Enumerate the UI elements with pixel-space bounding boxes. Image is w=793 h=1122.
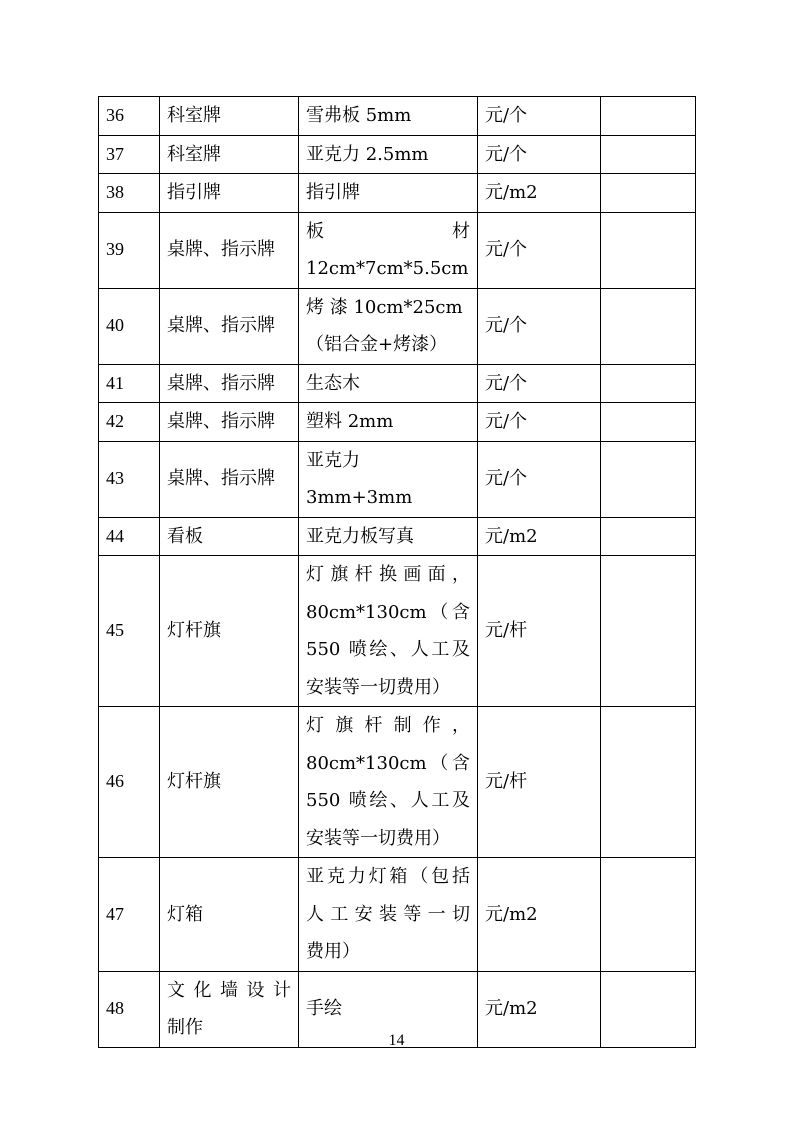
item-spec-line: 灯旗杆换画面， [306,564,470,585]
item-name: 桌牌、指示牌 [160,441,299,517]
item-unit: 元/个 [478,97,601,136]
item-spec-line: 烤 漆 10cm*25cm [306,296,463,318]
table-row [99,403,696,442]
item-price [601,556,696,707]
row-number: 42 [99,403,160,442]
item-spec-line: 板 材 [306,220,470,242]
item-unit: 元/个 [478,212,601,288]
item-spec: 雪弗板 5mm [299,97,478,136]
item-unit: 元/杆 [478,707,601,858]
item-spec-line: 安装等一切费用） [306,676,450,698]
item-spec-line: 80cm*130cm（含 [306,601,470,623]
table-row [99,858,696,972]
item-price [601,858,696,972]
item-name: 灯杆旗 [160,707,299,858]
row-number: 40 [99,288,160,364]
table-row [99,364,696,403]
item-price [601,288,696,364]
row-number: 43 [99,441,160,517]
item-spec: 指引牌 [299,174,478,213]
item-spec: 塑料 2mm [299,403,478,442]
item-unit: 元/m2 [478,971,601,1047]
row-number: 41 [99,364,160,403]
item-spec [299,212,478,288]
item-price [601,135,696,174]
item-spec [299,288,478,364]
item-name: 指引牌 [160,174,299,213]
item-price [601,441,696,517]
item-price [601,212,696,288]
table-row [99,556,696,707]
item-unit: 元/个 [478,403,601,442]
item-name: 桌牌、指示牌 [160,403,299,442]
row-number: 39 [99,212,160,288]
table-row [99,707,696,858]
row-number: 38 [99,174,160,213]
item-name: 桌牌、指示牌 [160,288,299,364]
item-spec-line: 人工安装等一切 [306,903,470,925]
item-spec-line: 80cm*130cm（含 [306,752,470,774]
item-unit: 元/个 [478,441,601,517]
item-price [601,174,696,213]
item-name: 看板 [160,517,299,556]
item-spec-line: 安装等一切费用） [306,827,450,849]
item-name: 科室牌 [160,97,299,136]
table-row [99,288,696,364]
item-unit: 元/个 [478,135,601,174]
item-spec-line: 灯旗杆制作， [306,715,470,736]
item-name-line: 文化墙设计 [167,979,291,1001]
item-name: 桌牌、指示牌 [160,212,299,288]
row-number: 46 [99,707,160,858]
item-name: 灯杆旗 [160,556,299,707]
item-spec: 生态木 [299,364,478,403]
item-name-line: 制作 [167,1017,203,1038]
item-name: 灯箱 [160,858,299,972]
item-price [601,364,696,403]
row-number: 47 [99,858,160,972]
item-spec-line: （铝合金+烤漆） [306,334,448,355]
item-unit: 元/个 [478,364,601,403]
item-spec-line: 550 喷绘、人工及 [306,639,470,660]
item-name: 科室牌 [160,135,299,174]
item-spec-line: 12cm*7cm*5.5cm [306,258,469,279]
table-row [99,517,696,556]
item-price [601,517,696,556]
table-row [99,212,696,288]
row-number: 48 [99,971,160,1047]
table-row [99,441,696,517]
item-unit: 元/个 [478,288,601,364]
item-spec-line: 费用） [306,941,360,962]
item-name: 桌牌、指示牌 [160,364,299,403]
item-unit: 元/m2 [478,858,601,972]
item-spec: 亚克力 3mm+3mm [299,441,478,517]
item-price [601,97,696,136]
item-spec: 亚克力 2.5mm [299,135,478,174]
item-spec: 亚克力板写真 [299,517,478,556]
row-number: 37 [99,135,160,174]
table-row [99,174,696,213]
item-unit: 元/杆 [478,556,601,707]
item-unit: 元/m2 [478,517,601,556]
table-row [99,135,696,174]
item-price [601,707,696,858]
item-spec: 手绘 [299,971,478,1047]
item-spec [299,556,478,707]
item-spec-line: 亚克力灯箱（包括 [306,866,470,887]
item-unit: 元/m2 [478,174,601,213]
item-price [601,403,696,442]
item-spec-line: 550 喷绘、人工及 [306,790,470,811]
price-table [98,96,696,1048]
row-number: 44 [99,517,160,556]
item-spec [299,858,478,972]
row-number: 36 [99,97,160,136]
item-spec [299,707,478,858]
row-number: 45 [99,556,160,707]
table-row [99,97,696,136]
page-number: 14 [388,1032,405,1049]
